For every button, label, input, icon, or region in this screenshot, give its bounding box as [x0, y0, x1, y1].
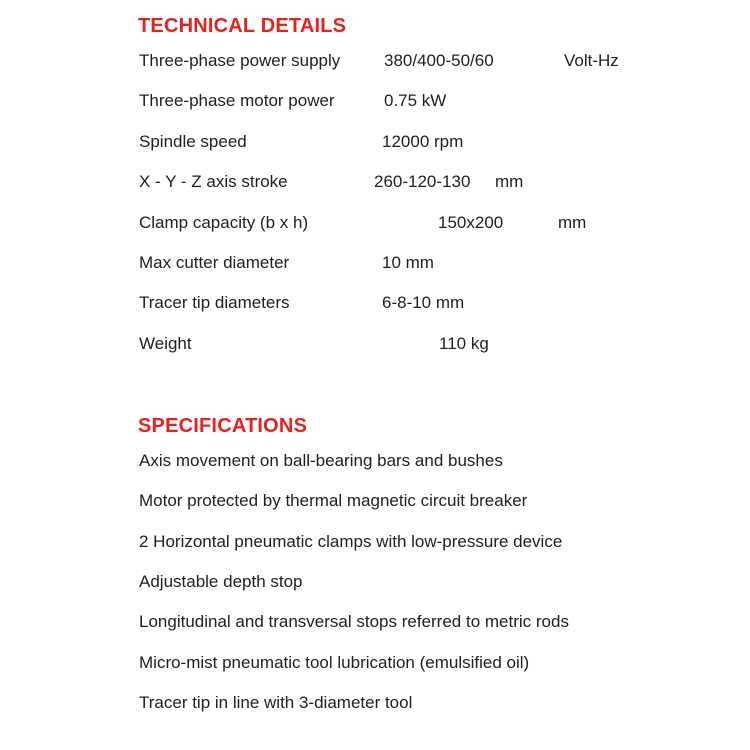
row-value: 0.75 kW — [384, 91, 447, 110]
row-unit: mm — [495, 172, 524, 191]
row-label: Weight — [139, 334, 192, 353]
row-value: 6-8-10 mm — [382, 293, 465, 312]
row-value: 380/400-50/60 — [384, 51, 494, 70]
specification-item: Axis movement on ball-bearing bars and bushes — [139, 451, 503, 470]
specification-item: Tracer tip in line with 3-diameter tool — [139, 693, 413, 712]
row-label: Three-phase motor power — [139, 91, 335, 110]
specification-item: Micro-mist pneumatic tool lubrication (emulsified oil) — [139, 653, 530, 672]
row-label: Clamp capacity (b x h) — [139, 213, 309, 232]
row-value: 110 kg — [439, 334, 489, 353]
row-label: Tracer tip diameters — [139, 293, 290, 312]
row-unit: Volt-Hz — [564, 51, 619, 70]
specification-item: Motor protected by thermal magnetic circuit breaker — [139, 491, 528, 510]
row-unit: mm — [558, 213, 587, 232]
specifications-heading: SPECIFICATIONS — [138, 415, 308, 437]
specification-item: Longitudinal and transversal stops referred to metric rods — [139, 612, 569, 631]
row-value: 150x200 — [438, 213, 504, 232]
row-value: 12000 rpm — [382, 132, 464, 151]
row-value: 10 mm — [382, 253, 434, 272]
row-label: Spindle speed — [139, 132, 247, 151]
row-label: Max cutter diameter — [139, 253, 290, 272]
row-label: X - Y - Z axis stroke — [139, 172, 288, 191]
row-label: Three-phase power supply — [139, 51, 341, 70]
row-value: 260-120-130 — [374, 172, 471, 191]
specification-item: 2 Horizontal pneumatic clamps with low-pressure device — [139, 532, 563, 551]
specification-item: Adjustable depth stop — [139, 572, 303, 591]
technical-details-heading: TECHNICAL DETAILS — [138, 15, 347, 37]
